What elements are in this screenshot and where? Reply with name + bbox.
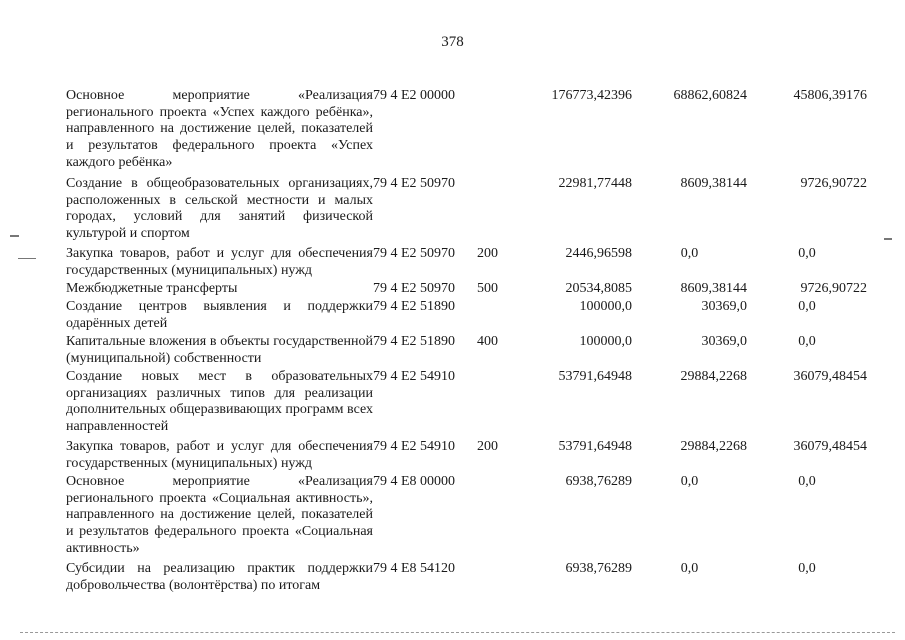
row-code: 79 4 E2 54910 <box>373 439 456 454</box>
row-name: Основное мероприятие «Реализация регионального проекта «Успех каждого ребёнка», направленного на достижение целей, показателей и результатов федерального проекта «Успех каждого ребёнка» <box>66 88 373 170</box>
scan-mark-left-top <box>10 235 19 237</box>
row-name: Капитальные вложения в объекты государственной (муниципальной) собственности <box>66 334 373 366</box>
table-row <box>66 474 867 561</box>
row-code: 79 4 E2 54910 <box>373 369 456 384</box>
row-code: 79 4 E2 50970 <box>373 281 456 296</box>
page-number: 378 <box>441 34 464 50</box>
row-type: 200 <box>477 246 498 261</box>
row-type: 200 <box>477 439 498 454</box>
scan-mark-right <box>884 238 892 240</box>
table-row <box>66 439 867 474</box>
row-type <box>477 561 505 596</box>
row-name: Создание новых мест в образовательных организациях различных типов для реализации дополнительных общеразвивающих программ всех направленностей <box>66 369 373 435</box>
row-name: Закупка товаров, работ и услуг для обеспечения государственных (муниципальных) нужд <box>66 246 373 278</box>
row-value-2: 29884,2268 <box>680 439 747 454</box>
row-value-3: 45806,39176 <box>793 88 867 103</box>
row-value-1: 20534,8085 <box>565 281 632 296</box>
row-value-3: 0,0 <box>798 561 816 576</box>
table-row <box>66 299 867 334</box>
scan-mark-left-mid <box>18 258 36 259</box>
row-value-2: 8609,38144 <box>680 281 747 296</box>
row-type: 400 <box>477 334 498 349</box>
row-code: 79 4 E8 00000 <box>373 474 456 489</box>
budget-table <box>66 88 867 596</box>
row-value-2: 8609,38144 <box>680 176 747 191</box>
row-value-3: 0,0 <box>798 334 816 349</box>
row-code: 79 4 E2 00000 <box>373 88 456 103</box>
row-type <box>477 176 505 246</box>
row-value-3: 0,0 <box>798 299 816 314</box>
table-row <box>66 281 867 299</box>
table-row <box>66 176 867 246</box>
row-name: Межбюджетные трансферты <box>66 281 238 296</box>
row-value-2: 29884,2268 <box>680 369 747 384</box>
row-value-2: 30369,0 <box>701 299 747 314</box>
row-value-1: 176773,42396 <box>551 88 632 103</box>
row-value-3: 9726,90722 <box>800 281 867 296</box>
row-type <box>477 88 505 176</box>
table-row <box>66 246 867 281</box>
row-name: Субсидии на реализацию практик поддержки добровольчества (волонтёрства) по итогам <box>66 561 373 593</box>
row-type <box>477 299 505 334</box>
row-value-1: 53791,64948 <box>558 439 632 454</box>
row-name: Закупка товаров, работ и услуг для обеспечения государственных (муниципальных) нужд <box>66 439 373 471</box>
row-type <box>477 369 505 439</box>
row-value-3: 36079,48454 <box>793 439 867 454</box>
row-value-1: 2446,96598 <box>565 246 632 261</box>
row-value-1: 100000,0 <box>579 299 632 314</box>
row-value-1: 22981,77448 <box>558 176 632 191</box>
row-code: 79 4 E8 54120 <box>373 561 456 576</box>
row-value-2: 0,0 <box>680 474 699 489</box>
row-value-2: 68862,60824 <box>673 88 747 103</box>
row-code: 79 4 E2 51890 <box>373 334 456 349</box>
row-value-1: 6938,76289 <box>565 561 632 576</box>
row-value-3: 36079,48454 <box>793 369 867 384</box>
row-name: Основное мероприятие «Реализация регионального проекта «Социальная активность», направленного на достижение целей, показателей и результатов федерального проекта «Социальная активность» <box>66 474 373 556</box>
row-name: Создание в общеобразовательных организациях, расположенных в сельской местности и малых городах, условий для занятий физической культурой и спортом <box>66 176 373 242</box>
row-value-3: 0,0 <box>798 246 816 261</box>
row-value-3: 9726,90722 <box>800 176 867 191</box>
table-row <box>66 561 867 596</box>
row-code: 79 4 E2 50970 <box>373 176 456 191</box>
row-value-1: 100000,0 <box>579 334 632 349</box>
row-value-2: 0,0 <box>680 561 699 576</box>
table-row <box>66 88 867 176</box>
row-name: Создание центров выявления и поддержки одарённых детей <box>66 299 373 331</box>
row-code: 79 4 E2 51890 <box>373 299 456 314</box>
row-value-1: 53791,64948 <box>558 369 632 384</box>
row-value-3: 0,0 <box>798 474 816 489</box>
row-code: 79 4 E2 50970 <box>373 246 456 261</box>
row-value-1: 6938,76289 <box>565 474 632 489</box>
table-row <box>66 334 867 369</box>
row-value-2: 0,0 <box>680 246 699 261</box>
row-value-2: 30369,0 <box>701 334 747 349</box>
row-type <box>477 474 505 561</box>
scan-edge-line <box>20 632 895 634</box>
row-type: 500 <box>477 281 498 296</box>
table-row <box>66 369 867 439</box>
